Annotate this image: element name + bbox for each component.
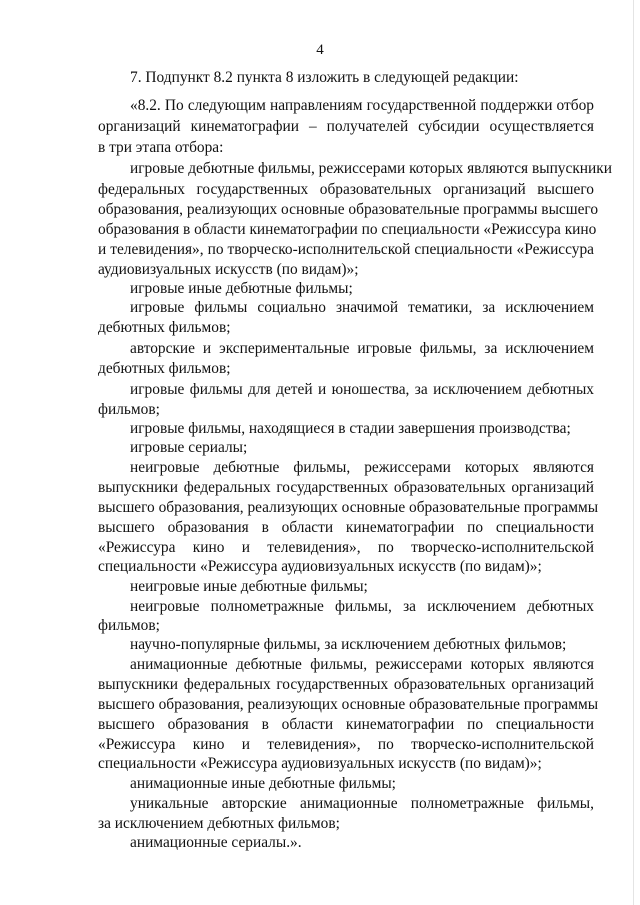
text-line: уникальные авторские анимационные полнометражные фильмы,	[130, 795, 594, 812]
text-line: образования, реализующих основные образовательные программы высшего	[98, 201, 599, 218]
text-line: анимационные иные дебютные фильмы;	[130, 775, 396, 792]
text-line: выпускники федеральных государственных образовательных организаций	[98, 676, 594, 693]
text-line: анимационные сериалы.».	[130, 834, 302, 851]
text-line: авторские и экспериментальные игровые фильмы, за исключением	[130, 340, 594, 357]
text-line: неигровые иные дебютные фильмы;	[130, 578, 368, 595]
text-line: анимационные дебютные фильмы, режиссерами которых являются	[130, 656, 594, 673]
text-line: высшего образования в области кинематографии по специальности	[98, 716, 594, 733]
text-line: неигровые дебютные фильмы, режиссерами которых являются	[130, 459, 594, 476]
text-line: выпускники федеральных государственных образовательных организаций	[98, 479, 594, 496]
text-line: аудиовизуальных искусств (по видам)»;	[98, 261, 359, 278]
text-line: специальности «Режиссура аудиовизуальных искусств (по видам)»;	[98, 558, 542, 575]
text-line: игровые фильмы для детей и юношества, за исключением дебютных	[130, 381, 594, 398]
text-line: за исключением дебютных фильмов;	[98, 815, 340, 832]
page-number: 4	[316, 42, 324, 58]
text-line: «8.2. По следующим направлениям государственной поддержки отбор	[130, 97, 594, 114]
text-line: 7. Подпункт 8.2 пункта 8 изложить в следующей редакции:	[130, 69, 519, 86]
text-line: в три этапа отбора:	[98, 139, 224, 156]
text-line: игровые иные дебютные фильмы;	[130, 280, 353, 297]
text-line: игровые фильмы, находящиеся в стадии завершения производства;	[130, 420, 571, 437]
text-line: высшего образования, реализующих основные образовательные программы	[98, 696, 599, 713]
text-line: и телевидения», по творческо-исполнительской специальности «Режиссура	[98, 241, 594, 258]
text-line: научно-популярные фильмы, за исключением дебютных фильмов;	[130, 636, 567, 653]
text-line: игровые дебютные фильмы, режиссерами которых являются выпускники	[130, 160, 612, 177]
text-line: фильмов;	[98, 401, 160, 418]
text-line: фильмов;	[98, 617, 160, 634]
text-line: организаций кинематографии – получателей субсидии осуществляется	[98, 118, 594, 135]
text-line: игровые сериалы;	[130, 439, 248, 456]
text-line: дебютных фильмов;	[98, 319, 231, 336]
text-line: высшего образования, реализующих основные образовательные программы	[98, 499, 599, 516]
text-line: федеральных государственных образовательных организаций высшего	[98, 181, 594, 198]
text-line: неигровые полнометражные фильмы, за исключением дебютных	[130, 598, 594, 615]
text-line: игровые фильмы социально значимой тематики, за исключением	[130, 299, 594, 316]
text-line: «Режиссура кино и телевидения», по творческо-исполнительской	[98, 539, 594, 556]
text-line: образования в области кинематографии по специальности «Режиссура кино	[98, 221, 597, 238]
page-edge-shadow	[633, 0, 634, 905]
text-line: специальности «Режиссура аудиовизуальных искусств (по видам)»;	[98, 755, 542, 772]
text-line: высшего образования в области кинематографии по специальности	[98, 519, 594, 536]
text-line: «Режиссура кино и телевидения», по творческо-исполнительской	[98, 736, 594, 753]
text-line: дебютных фильмов;	[98, 360, 231, 377]
